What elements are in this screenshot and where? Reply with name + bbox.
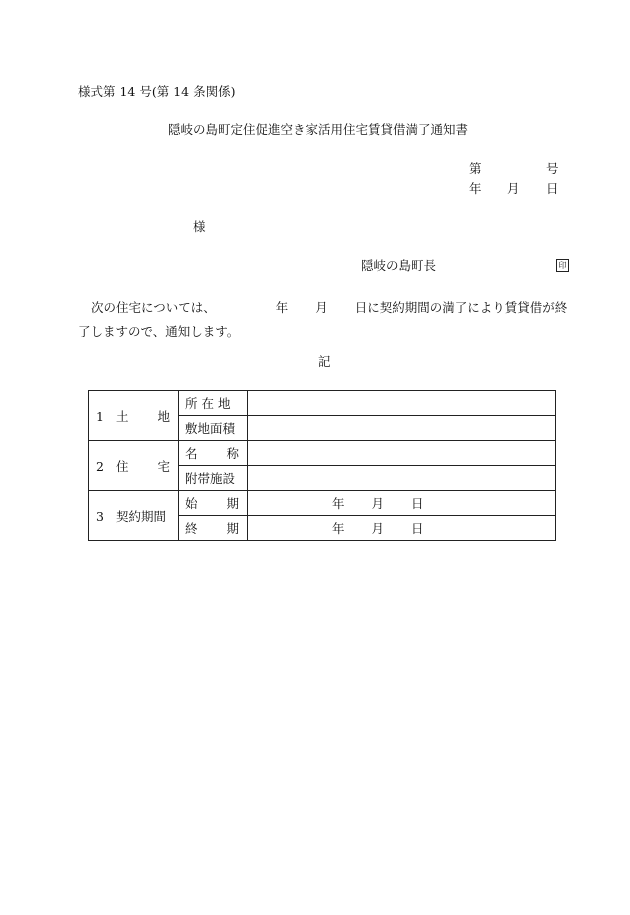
label-name bbox=[179, 441, 248, 466]
value-start-date bbox=[248, 491, 556, 516]
end-month: 月 bbox=[371, 521, 385, 536]
section-house-num: 2 bbox=[96, 458, 104, 474]
document-title: 隠岐の島町定住促進空き家活用住宅賃貸借満了通知書 bbox=[168, 122, 469, 137]
start-day: 日 bbox=[411, 496, 424, 511]
section-land-label-a: 土 bbox=[115, 408, 129, 424]
body-day-text: 日に契約期間の満了により賃貸借が終 bbox=[354, 300, 568, 315]
label-start-a: 始 bbox=[185, 496, 198, 511]
section-house-label-a: 住 bbox=[115, 458, 129, 474]
issue-date-day: 日 bbox=[546, 181, 559, 196]
body-part1: 次の住宅については、 bbox=[91, 300, 216, 315]
start-year: 年 bbox=[332, 496, 345, 511]
label-end bbox=[179, 516, 248, 541]
section-land bbox=[89, 391, 179, 441]
end-year: 年 bbox=[332, 521, 345, 536]
section-land-num: 1 bbox=[96, 408, 104, 424]
start-month: 月 bbox=[371, 496, 385, 511]
body-year: 年 bbox=[275, 300, 289, 315]
section-period-num: 3 bbox=[96, 508, 104, 524]
details-table bbox=[88, 390, 556, 541]
value-name bbox=[248, 441, 556, 466]
label-name-a: 名 bbox=[185, 446, 198, 461]
label-name-b: 称 bbox=[226, 446, 239, 461]
value-location bbox=[248, 391, 556, 416]
doc-number-prefix: 第 bbox=[469, 161, 482, 176]
body-month: 月 bbox=[315, 300, 328, 315]
seal-mark bbox=[556, 259, 569, 275]
value-facilities bbox=[248, 466, 556, 491]
label-location: 所 在 地 bbox=[179, 391, 248, 416]
section-land-label-b: 地 bbox=[157, 408, 170, 424]
table-row-house-name bbox=[89, 441, 556, 466]
section-house-label-b: 宅 bbox=[157, 458, 170, 474]
value-site-area bbox=[248, 416, 556, 441]
section-house bbox=[89, 441, 179, 491]
addressee-suffix: 様 bbox=[193, 219, 206, 234]
body-line-2: 了しますので、通知します。 bbox=[78, 324, 240, 339]
seal-char: 印 bbox=[556, 259, 569, 272]
end-day: 日 bbox=[411, 521, 424, 536]
label-site-area: 敷地面積 bbox=[179, 416, 248, 441]
label-start-b: 期 bbox=[226, 496, 239, 511]
issuer-name: 隠岐の島町長 bbox=[361, 258, 437, 273]
table-row-period-start bbox=[89, 491, 556, 516]
body-line-1 bbox=[78, 296, 578, 320]
table-row-land-location bbox=[89, 391, 556, 416]
value-end-date bbox=[248, 516, 556, 541]
issue-date-year: 年 bbox=[469, 181, 482, 196]
form-number: 様式第 14 号(第 14 条関係) bbox=[78, 84, 236, 99]
doc-number-suffix: 号 bbox=[546, 161, 559, 176]
section-period bbox=[89, 491, 179, 541]
label-start bbox=[179, 491, 248, 516]
ki-heading: 記 bbox=[318, 354, 331, 369]
label-end-a: 終 bbox=[185, 521, 198, 536]
label-facilities: 附帯施設 bbox=[179, 466, 248, 491]
label-end-b: 期 bbox=[226, 521, 239, 536]
section-period-label: 契約期間 bbox=[115, 508, 166, 524]
issue-date-month: 月 bbox=[507, 181, 520, 196]
body-paragraph bbox=[78, 296, 578, 344]
